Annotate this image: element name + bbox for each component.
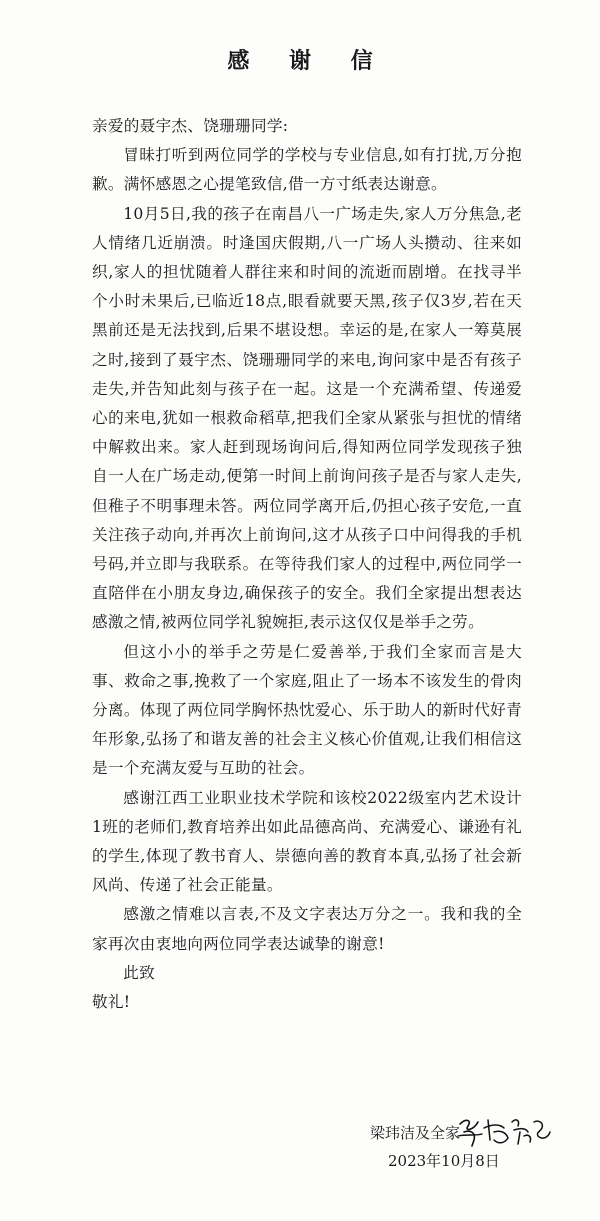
letter-title: 感 谢 信 — [227, 48, 389, 74]
paragraph-significance: 但这小小的举手之劳是仁爱善举,于我们全家而言是大事、救命之事,挽救了一个家庭,阻止了一场本不该发生的骨肉分离。体现了两位同学胸怀热忱爱心、乐于助人的新时代好青年形象,弘扬了和谐友善的社会主义核心价值观,让我们相信这是一个充满友爱与互助的社会。 — [92, 642, 522, 778]
paragraph-apology: 冒昧打听到两位同学的学校与专业信息,如有打扰,万分抱歉。满怀感恩之心提笔致信,借一方寸纸表达谢意。 — [92, 146, 522, 194]
paragraph-thanks-school: 感谢江西工业职业技术学院和该校2022级室内艺术设计1班的老师们,教育培养出如此品德高尚、充满爱心、谦逊有礼的学生,体现了教书育人、崇德向善的教育本真,弘扬了社会新风尚、传递了社会正能量。 — [92, 788, 522, 895]
signature-name: 梁玮洁及全家 — [370, 1124, 461, 1142]
letter-body — [92, 112, 522, 1017]
handwritten-signature — [454, 1110, 554, 1150]
paragraph-gratitude: 感激之情难以言表,不及文字表达万分之一。我和我的全家再次由衷地向两位同学表达诚挚的谢意! — [92, 905, 522, 953]
paragraph-incident: 10月5日,我的孩子在南昌八一广场走失,家人万分焦急,老人情绪几近崩溃。时逢国庆假期,八一广场人头攒动、往来如织,家人的担忧随着人群往来和时间的流逝而剧增。在找寻半个小时未果后,已临近18点,眼看就要天黑,孩子仅3岁,若在天黑前还是无法找到,后果不堪设想。幸运的是,在家人一筹莫展之时,接到了聂宇杰、饶珊珊同学的来电,询问家中是否有孩子走失,并告知此刻与孩子在一起。这是一个充满希望、传递爱心的来电,犹如一根救命稻草,把我们全家从紧张与担忧的情绪中解救出来。家人赶到现场询问后,得知两位同学发现孩子独自一人在广场走动,便第一时间上前询问孩子是否与家人走失,但稚子不明事理未答。两位同学离开后,仍担心孩子安危,一直关注孩子动向,并再次上前询问,这才从孩子口中问得我的手机号码,并立即与我联系。在等待我们家人的过程中,两位同学一直陪伴在小朋友身边,确保孩子的安全。我们全家提出想表达感激之情,被两位同学礼貌婉拒,表示这仅仅是举手之劳。 — [92, 204, 522, 632]
closing-phrase: 此致 — [123, 963, 155, 982]
regards-phrase: 敬礼! — [92, 993, 131, 1012]
signature-date: 2023年10月8日 — [388, 1152, 500, 1170]
salutation: 亲爱的聂宇杰、饶珊珊同学: — [92, 117, 289, 135]
signature-block — [370, 1120, 500, 1170]
